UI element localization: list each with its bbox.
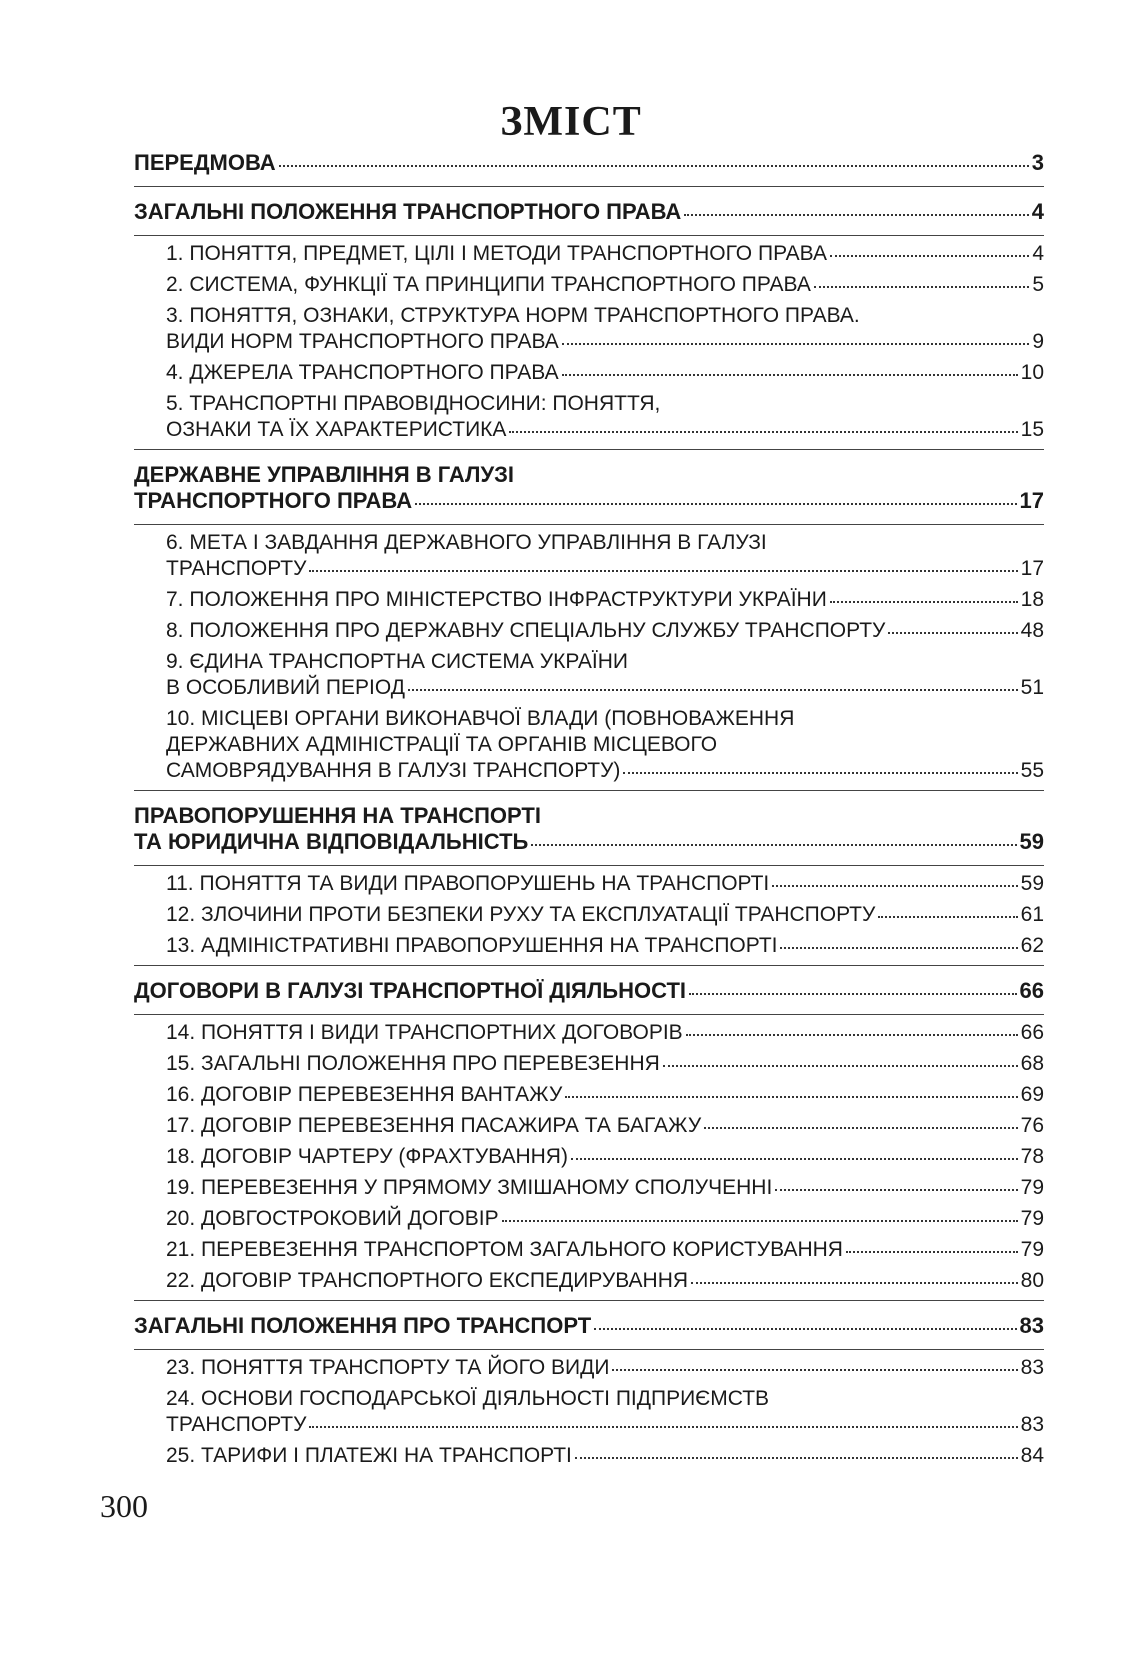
toc-entry-title-line: ОЗНАКИ ТА ЇХ ХАРАКТЕРИСТИКА (166, 418, 507, 441)
toc-page-number: 10 (1020, 361, 1044, 384)
toc-entry-title-line: 19. ПЕРЕВЕЗЕННЯ У ПРЯМОМУ ЗМІШАНОМУ СПОЛУЧЕННІ (166, 1176, 773, 1199)
dot-leader (686, 1034, 1018, 1036)
toc-entry-title-line: 17. ДОГОВІР ПЕРЕВЕЗЕННЯ ПАСАЖИРА ТА БАГАЖУ (166, 1114, 702, 1137)
toc-entry-title-line: 21. ПЕРЕВЕЗЕННЯ ТРАНСПОРТОМ ЗАГАЛЬНОГО КОРИСТУВАННЯ (166, 1238, 843, 1261)
divider (134, 1014, 1044, 1015)
toc-entry-title-line: ТРАНСПОРТУ (166, 557, 307, 580)
toc-entry (166, 530, 1044, 582)
divider (134, 449, 1044, 450)
toc-page-number: 17 (1019, 488, 1044, 513)
toc-entry-title-line: ЗАГАЛЬНІ ПОЛОЖЕННЯ ТРАНСПОРТНОГО ПРАВА (134, 199, 682, 224)
toc-entry (166, 241, 1044, 267)
toc-entry (166, 1386, 1044, 1438)
dot-leader (684, 214, 1028, 216)
toc-entry-title-line: 11. ПОНЯТТЯ ТА ВИДИ ПРАВОПОРУШЕНЬ НА ТРАНСПОРТІ (166, 872, 770, 895)
dot-leader (663, 1065, 1018, 1067)
dot-leader (623, 772, 1017, 774)
dot-leader (562, 374, 1018, 376)
toc-page-number: 4 (1031, 199, 1044, 224)
toc-entry (166, 1082, 1044, 1108)
toc-entry-row (166, 1206, 1044, 1232)
toc-entry-row (166, 417, 1044, 443)
toc-entry-row (134, 829, 1044, 855)
toc-page-number: 80 (1020, 1269, 1044, 1292)
divider (134, 1300, 1044, 1301)
dot-leader (780, 947, 1017, 949)
toc-entry (166, 1144, 1044, 1170)
toc-entry-title-line: ТА ЮРИДИЧНА ВІДПОВІДАЛЬНІСТЬ (134, 829, 529, 854)
toc-section (134, 199, 1044, 229)
toc-page-number: 83 (1020, 1356, 1044, 1379)
toc-page-number: 83 (1019, 1313, 1044, 1338)
dot-leader (888, 632, 1017, 634)
toc-entry-row (166, 556, 1044, 582)
toc-entry (166, 587, 1044, 613)
toc-page-number: 18 (1020, 588, 1044, 611)
toc-entry (166, 1051, 1044, 1077)
toc-entry-row (166, 1051, 1044, 1077)
toc-section (134, 462, 1044, 518)
toc-entry-row (166, 1020, 1044, 1046)
toc-entry-row (134, 150, 1044, 176)
toc-entry-title-line: 24. ОСНОВИ ГОСПОДАРСЬКОЇ ДІЯЛЬНОСТІ ПІДПРИЄМСТВ (166, 1387, 770, 1410)
toc-entry-title-line: 7. ПОЛОЖЕННЯ ПРО МІНІСТЕРСТВО ІНФРАСТРУКТУРИ УКРАЇНИ (166, 588, 827, 611)
dot-leader (571, 1158, 1018, 1160)
toc-page-number: 9 (1032, 330, 1044, 353)
toc-entry-title-line: 9. ЄДИНА ТРАНСПОРТНА СИСТЕМА УКРАЇНИ (166, 650, 629, 673)
dot-leader (878, 916, 1017, 918)
toc-entry-row (166, 1268, 1044, 1294)
dot-leader (562, 343, 1029, 345)
toc-entry-title-line: 20. ДОВГОСТРОКОВИЙ ДОГОВІР (166, 1207, 499, 1230)
dot-leader (509, 431, 1017, 433)
toc-entry-row (166, 1082, 1044, 1108)
toc-entry (166, 360, 1044, 386)
toc-entry (166, 871, 1044, 897)
divider (134, 865, 1044, 866)
toc-entry-title-line: 23. ПОНЯТТЯ ТРАНСПОРТУ ТА ЙОГО ВИДИ (166, 1356, 610, 1379)
toc-entry-title-line: 22. ДОГОВІР ТРАНСПОРТНОГО ЕКСПЕДИРУВАННЯ (166, 1269, 689, 1292)
dot-leader (309, 570, 1017, 572)
toc-entry (166, 1020, 1044, 1046)
divider (134, 186, 1044, 187)
toc-entry-row (166, 1443, 1044, 1469)
toc-entry (166, 649, 1044, 701)
toc-entry (166, 1175, 1044, 1201)
toc-entry-row (134, 199, 1044, 225)
toc-entry-row (166, 675, 1044, 701)
toc-entry-title-line: 8. ПОЛОЖЕННЯ ПРО ДЕРЖАВНУ СПЕЦІАЛЬНУ СЛУЖБУ ТРАНСПОРТУ (166, 619, 886, 642)
toc-entry-title-line: ТРАНСПОРТНОГО ПРАВА (134, 488, 413, 513)
dot-leader (408, 689, 1018, 691)
divider (134, 1349, 1044, 1350)
toc-entry-row (166, 933, 1044, 959)
toc-entry-row (166, 329, 1044, 355)
dot-leader (531, 844, 1016, 846)
toc-entry-title-line: ПРАВОПОРУШЕННЯ НА ТРАНСПОРТІ (134, 803, 541, 828)
toc-page-number: 76 (1020, 1114, 1044, 1137)
toc-entry (166, 303, 1044, 355)
toc-page-number: 79 (1020, 1238, 1044, 1261)
toc-entry-title-line: 1. ПОНЯТТЯ, ПРЕДМЕТ, ЦІЛІ І МЕТОДИ ТРАНСПОРТНОГО ПРАВА (166, 242, 827, 265)
toc-entry-title-line: ТРАНСПОРТУ (166, 1413, 307, 1436)
dot-leader (594, 1328, 1016, 1330)
toc-entry-row (166, 587, 1044, 613)
toc-page-number: 59 (1020, 872, 1044, 895)
toc-entry-title-line: В ОСОБЛИВИЙ ПЕРІОД (166, 676, 405, 699)
toc-entry-row (166, 1144, 1044, 1170)
dot-leader (691, 1282, 1018, 1284)
toc-entry-row (134, 978, 1044, 1004)
toc-entry-title-line: ЗАГАЛЬНІ ПОЛОЖЕННЯ ПРО ТРАНСПОРТ (134, 1313, 592, 1338)
toc-page-number: 68 (1020, 1052, 1044, 1075)
toc-entry-title-line: ДЕРЖАВНИХ АДМІНІСТРАЦІЇ ТА ОРГАНІВ МІСЦЕВОГО (166, 733, 718, 756)
toc-entry-title-line: ПЕРЕДМОВА (134, 150, 276, 175)
toc-entry (166, 1206, 1044, 1232)
toc-page-number: 48 (1020, 619, 1044, 642)
divider (134, 235, 1044, 236)
dot-leader (309, 1426, 1017, 1428)
toc-entry-title-line: 15. ЗАГАЛЬНІ ПОЛОЖЕННЯ ПРО ПЕРЕВЕЗЕННЯ (166, 1052, 660, 1075)
dot-leader (704, 1127, 1017, 1129)
toc-section (134, 978, 1044, 1008)
toc-entry-title-line: 4. ДЖЕРЕЛА ТРАНСПОРТНОГО ПРАВА (166, 361, 559, 384)
toc-page-number: 59 (1019, 829, 1044, 854)
toc-entry-row (166, 871, 1044, 897)
toc-entry (166, 933, 1044, 959)
toc-entry (166, 902, 1044, 928)
toc-page-number: 79 (1020, 1207, 1044, 1230)
toc-entry-title-line: 14. ПОНЯТТЯ І ВИДИ ТРАНСПОРТНИХ ДОГОВОРІВ (166, 1021, 683, 1044)
toc-entry (166, 1268, 1044, 1294)
toc-page-number: 15 (1020, 418, 1044, 441)
toc-page-number: 55 (1020, 759, 1044, 782)
dot-leader (814, 286, 1029, 288)
toc-entry-row (166, 902, 1044, 928)
toc-section (134, 1313, 1044, 1343)
dot-leader (612, 1369, 1017, 1371)
toc-entry-title-line: 18. ДОГОВІР ЧАРТЕРУ (ФРАХТУВАННЯ) (166, 1145, 568, 1168)
dot-leader (830, 255, 1029, 257)
toc-page-number: 66 (1019, 978, 1044, 1003)
page-title: ЗМІСТ (500, 99, 642, 145)
toc-entry-title-line: 5. ТРАНСПОРТНІ ПРАВОВІДНОСИНИ: ПОНЯТТЯ, (166, 392, 661, 415)
toc-section (134, 150, 1044, 180)
toc-entry-row (166, 1355, 1044, 1381)
toc-page-number: 78 (1020, 1145, 1044, 1168)
toc-entry (166, 1443, 1044, 1469)
toc-entry (166, 391, 1044, 443)
table-of-contents (134, 150, 1044, 1469)
toc-page-number: 61 (1020, 903, 1044, 926)
toc-page-number: 5 (1032, 273, 1044, 296)
toc-page-number: 3 (1031, 150, 1044, 175)
toc-page-number: 84 (1020, 1444, 1044, 1467)
toc-entry-row (166, 1113, 1044, 1139)
toc-entry-row (134, 488, 1044, 514)
toc-entry-title-line: 6. МЕТА І ЗАВДАННЯ ДЕРЖАВНОГО УПРАВЛІННЯ В ГАЛУЗІ (166, 531, 767, 554)
toc-entry-row (166, 272, 1044, 298)
divider (134, 965, 1044, 966)
toc-page-number: 66 (1020, 1021, 1044, 1044)
dot-leader (279, 165, 1029, 167)
dot-leader (502, 1220, 1018, 1222)
divider (134, 524, 1044, 525)
toc-page-number: 79 (1020, 1176, 1044, 1199)
toc-entry (166, 1355, 1044, 1381)
toc-entry-title-line: 2. СИСТЕМА, ФУНКЦІЇ ТА ПРИНЦИПИ ТРАНСПОРТНОГО ПРАВА (166, 273, 811, 296)
toc-entry-row (166, 241, 1044, 267)
toc-page-number: 83 (1020, 1413, 1044, 1436)
toc-entry-row (134, 1313, 1044, 1339)
toc-page-number: 17 (1020, 557, 1044, 580)
toc-entry-title-line: 13. АДМІНІСТРАТИВНІ ПРАВОПОРУШЕННЯ НА ТРАНСПОРТІ (166, 934, 778, 957)
toc-entry-row (166, 1412, 1044, 1438)
toc-entry-title-line: 3. ПОНЯТТЯ, ОЗНАКИ, СТРУКТУРА НОРМ ТРАНСПОРТНОГО ПРАВА. (166, 304, 860, 327)
dot-leader (830, 601, 1018, 603)
toc-entry-title-line: 12. ЗЛОЧИНИ ПРОТИ БЕЗПЕКИ РУХУ ТА ЕКСПЛУАТАЦІЇ ТРАНСПОРТУ (166, 903, 876, 926)
toc-entry (166, 1237, 1044, 1263)
toc-entry-row (166, 1175, 1044, 1201)
dot-leader (565, 1096, 1017, 1098)
toc-page-number: 62 (1020, 934, 1044, 957)
page-number: 300 (100, 1488, 148, 1524)
toc-entry-row (166, 758, 1044, 784)
toc-page-number: 69 (1020, 1083, 1044, 1106)
toc-entry-row (166, 360, 1044, 386)
toc-page-number: 51 (1020, 676, 1044, 699)
toc-entry-title-line: 25. ТАРИФИ І ПЛАТЕЖІ НА ТРАНСПОРТІ (166, 1444, 572, 1467)
toc-entry-title-line: 10. МІСЦЕВІ ОРГАНИ ВИКОНАВЧОЇ ВЛАДИ (ПОВНОВАЖЕННЯ (166, 707, 795, 730)
dot-leader (772, 885, 1017, 887)
toc-page-number: 4 (1032, 242, 1044, 265)
toc-entry (166, 1113, 1044, 1139)
divider (134, 790, 1044, 791)
dot-leader (415, 503, 1016, 505)
toc-entry-title-line: ДЕРЖАВНЕ УПРАВЛІННЯ В ГАЛУЗІ (134, 462, 515, 487)
toc-entry-title-line: 16. ДОГОВІР ПЕРЕВЕЗЕННЯ ВАНТАЖУ (166, 1083, 563, 1106)
dot-leader (689, 993, 1017, 995)
dot-leader (775, 1189, 1017, 1191)
toc-entry-row (166, 1237, 1044, 1263)
toc-entry (166, 618, 1044, 644)
toc-entry-title-line: ДОГОВОРИ В ГАЛУЗІ ТРАНСПОРТНОЇ ДІЯЛЬНОСТІ (134, 978, 687, 1003)
dot-leader (846, 1251, 1018, 1253)
toc-entry-title-line: ВИДИ НОРМ ТРАНСПОРТНОГО ПРАВА (166, 330, 559, 353)
toc-entry-row (166, 618, 1044, 644)
toc-entry (166, 272, 1044, 298)
toc-entry-title-line: САМОВРЯДУВАННЯ В ГАЛУЗІ ТРАНСПОРТУ) (166, 759, 621, 782)
toc-entry (166, 706, 1044, 784)
toc-section (134, 803, 1044, 859)
dot-leader (575, 1457, 1018, 1459)
